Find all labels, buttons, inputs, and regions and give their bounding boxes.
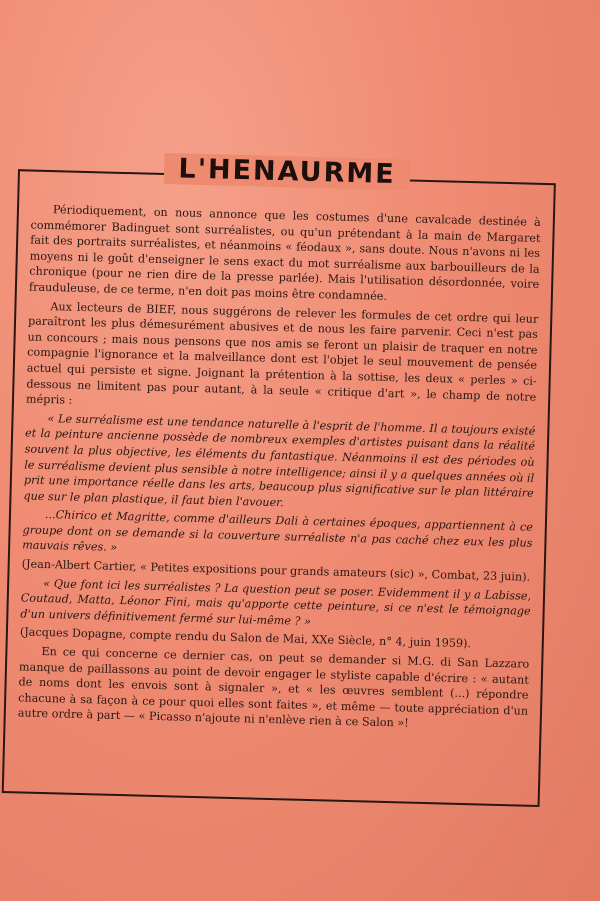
article-title: L'HENAURME [164, 153, 410, 190]
article-body [18, 202, 542, 738]
paragraph-intro: Périodiquement, on nous annonce que les costumes d'une cavalcade destinée à commémorer Badinguet sont surréalistes, ou qu'un prétendant à la main de Margaret fait des portraits surréalistes, et néanmoins « féodaux », sans doute. Nous n'avons ni les moyens ni le goût d'enseigner le sens exact du mot surréalisme aux barbouilleurs de la chronique (pour ne rien dire de la presse parlée). Mais l'utilisation désordonnée, voire frauduleuse, de ce terme, n'en doit pas moins être condamnée. [28, 203, 541, 303]
source-dopagne: (Jacques Dopagne, compte rendu du Salon de Mai, XXe Siècle, n° 4, juin 1959). [19, 625, 472, 651]
article-frame [2, 153, 556, 807]
source-cartier: (Jean-Albert Cartier, « Petites expositions pour grands amateurs (sic) », Combat, 23 juin). [21, 557, 531, 584]
quote-dopagne: « Que font ici les surréalistes ? La question peut se poser. Evidemment il y a Labisse, Coutaud, Matta, Léonor Fini, mais qu'apporte cette peinture, si ce n'est le témoignage d'un univers définitivement fermé sur lui-même ? » [20, 576, 532, 628]
paragraph-readers: Aux lecteurs de BIEF, nous suggérons de relever les formules de cet ordre qui leur paraîtront les plus démesurément abusives et de nous les faire parvenir. Ceci n'est pas un concours ; mais nous pensons que nos amis se feront un plaisir de traquer en notre compagnie l'ignorance et la malveillance dont est l'objet le seul mouvement de pensée actuel qui persiste et signe. Joignant la prétention à la sottise, les deux « perles » ci-dessous ne limitent pas pour autant, à la seule « critique d'art », le champ de notre mépris : [25, 299, 539, 407]
quote-cartier: « Le surréalisme est une tendance naturelle à l'esprit de l'homme. Il a toujours existé et la peinture ancienne possède de nombreux exemples d'artistes puisant dans la réalité souvent la plus objective, les éléments du fantastique. Néanmoins il est des périodes où le surréalisme devient plus sensible à notre intelligence; ainsi il y a quelques années où il prit une importance réelle dans les arts, beaucoup plus significative sur le plan littéraire que sur le plan plastique, il faut bien l'avouer. [23, 411, 536, 509]
quote-cartier-cont: ...Chirico et Magritte, comme d'ailleurs Dali à certaines époques, appartiennent à ce groupe dont on se demande si la couverture surréaliste n'a pas caché chez eux les plus mauvais rêves. » [22, 508, 534, 555]
paragraph-conclusion: En ce qui concerne ce dernier cas, on peut se demander si M.G. di San Lazzaro manque de paillassons au point de devoir engager le styliste capable d'écrire : « autant de noms dont les envois sont à signaler », et « les œuvres semblent (...) répondre chacune à sa façon à ce pour quoi elles sont faites », et même — toute appréciation d'un autre ordre à part — « Picasso n'ajoute ni n'enlève rien à ce Salon »! [17, 644, 530, 731]
title-wrap [20, 149, 555, 194]
